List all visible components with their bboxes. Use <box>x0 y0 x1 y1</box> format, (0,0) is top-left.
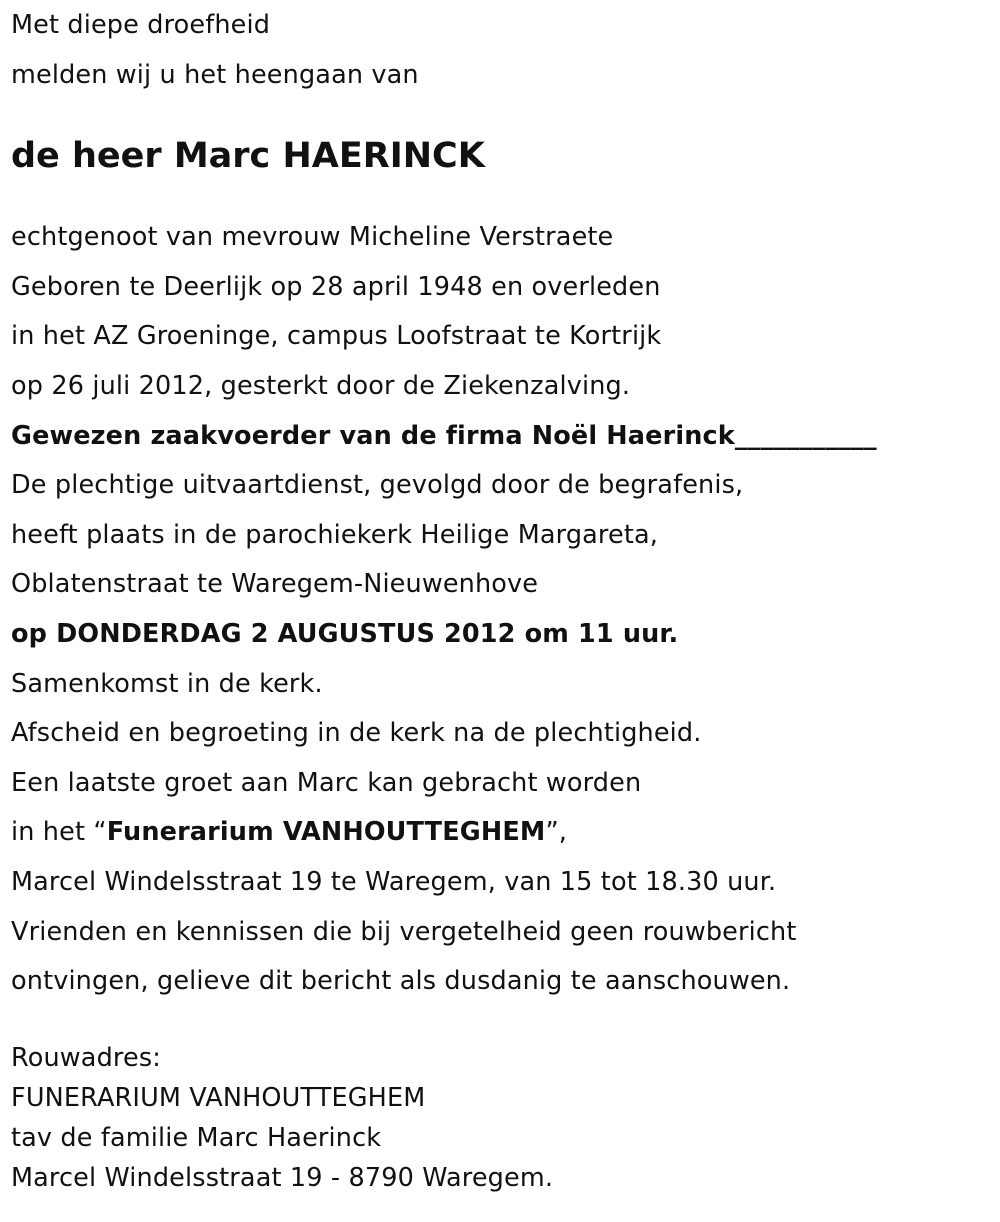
service-line-1: De plechtige uitvaartdienst, gevolgd door de begrafenis, <box>11 470 744 501</box>
visitation-line-5: ontvingen, gelieve dit bericht als dusdanig te aanschouwen. <box>11 966 791 997</box>
visitation-line-4: Vrienden en kennissen die bij vergetelheid geen rouwbericht <box>11 916 797 947</box>
death-notice <box>11 0 991 1198</box>
address-street: Marcel Windelsstraat 19 - 8790 Waregem. <box>11 1162 554 1193</box>
farewell-line: Afscheid en begroeting in de kerk na de plechtigheid. <box>11 718 702 749</box>
birth-line: Geboren te Deerlijk op 28 april 1948 en overleden <box>11 271 661 302</box>
death-date-line: op 26 juli 2012, gesterkt door de Ziekenzalving. <box>11 370 631 401</box>
occupation-line: Gewezen zaakvoerder van de firma Noël Haerinck___________ <box>11 420 877 451</box>
visitation-prefix: in het “ <box>11 817 107 848</box>
visitation-line-3: Marcel Windelsstraat 19 te Waregem, van 15 tot 18.30 uur. <box>11 866 777 897</box>
mourning-address <box>11 1038 991 1198</box>
spouse-line: echtgenoot van mevrouw Micheline Verstraete <box>11 222 614 253</box>
service-line-2: heeft plaats in de parochiekerk Heilige Margareta, <box>11 519 659 550</box>
intro-line-1: Met diepe droefheid <box>11 10 271 40</box>
meeting-line: Samenkomst in de kerk. <box>11 668 323 699</box>
deceased-name: de heer Marc HAERINCK <box>11 136 485 177</box>
death-place-line: in het AZ Groeninge, campus Loofstraat te Kortrijk <box>11 321 662 352</box>
service-datetime: op DONDERDAG 2 AUGUSTUS 2012 om 11 uur. <box>11 618 679 649</box>
address-label: Rouwadres: <box>11 1042 161 1073</box>
funeral-home-name: Funerarium VANHOUTTEGHEM <box>106 817 546 848</box>
service-line-3: Oblatenstraat te Waregem-Nieuwenhove <box>11 569 539 600</box>
address-name: FUNERARIUM VANHOUTTEGHEM <box>11 1082 426 1113</box>
visitation-line-2 <box>11 808 991 858</box>
visitation-line-1: Een laatste groet aan Marc kan gebracht worden <box>11 767 642 798</box>
address-attention: tav de familie Marc Haerinck <box>11 1122 382 1153</box>
visitation-suffix: ”, <box>545 817 568 848</box>
intro-line-2: melden wij u het heengaan van <box>11 59 419 90</box>
